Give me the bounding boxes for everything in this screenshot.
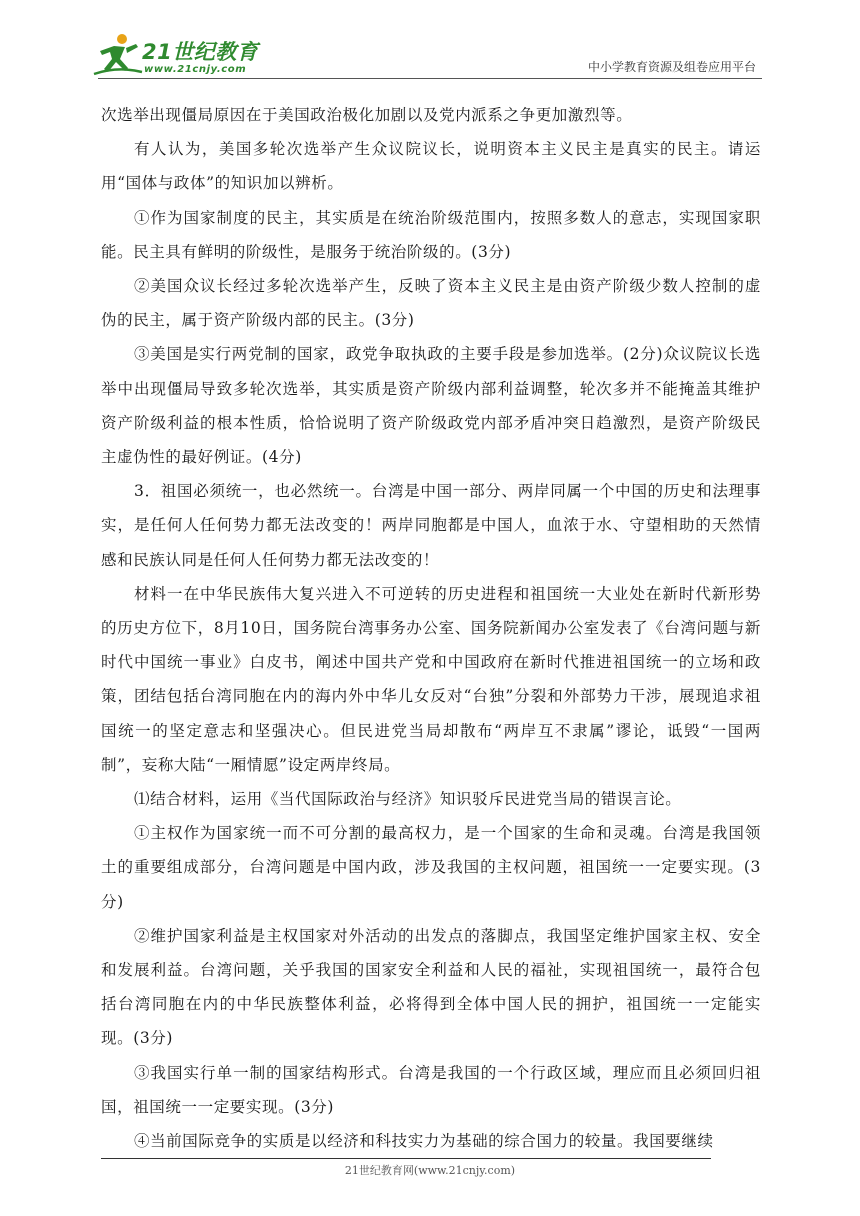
answer-point: ①作为国家制度的民主，其实质是在统治阶级范围内，按照多数人的意志，实现国家职能。民主具有鲜明的阶级性，是服务于统治阶级的。(3分): [101, 208, 761, 261]
answer-point: ③我国实行单一制的国家结构形式。台湾是我国的一个行政区域，理应而且必须回归祖国，祖国统一一定要实现。(3分): [101, 1063, 761, 1116]
logo-text: 21世纪教育: [142, 40, 259, 64]
page-header: [0, 0, 860, 82]
site-logo[interactable]: [92, 32, 262, 78]
sub-question-1: ⑴结合材料，运用《当代国际政治与经济》知识驳斥民进党当局的错误言论。: [134, 790, 682, 809]
platform-name: 中小学教育资源及组卷应用平台: [587, 60, 756, 74]
answer-point: ①主权作为国家统一而不可分割的最高权力，是一个国家的生命和灵魂。台湾是我国领土的重要组成部分，台湾问题是中国内政，涉及我国的主权问题，祖国统一一定要实现。(3分): [101, 824, 761, 911]
question-prompt: 有人认为，美国多轮次选举产生众议院议长，说明资本主义民主是真实的民主。请运用“国体与政体”的知识加以辨析。: [101, 140, 761, 193]
answer-point: ④当前国际竞争的实质是以经济和科技实力为基础的综合国力的较量。我国要继续: [134, 1132, 714, 1151]
document-body: [101, 98, 761, 1158]
material-one: 材料一在中华民族伟大复兴进入不可逆转的历史进程和祖国统一大业处在新时代新形势的历史方位下，8月10日，国务院台湾事务办公室、国务院新闻办公室发表了《台湾问题与新时代中国统一事业》白皮书，阐述中国共产党和中国政府在新时代推进祖国统一的立场和政策，团结包括台湾同胞在内的海内外中华儿女反对“台独”分裂和外部势力干涉，展现追求祖国统一的坚定意志和坚强决心。但民进党当局却散布“两岸互不隶属”谬论，诋毁“一国两制”，妄称大陆“一厢情愿”设定两岸终局。: [101, 584, 761, 774]
header-divider: [98, 78, 762, 79]
footer-divider: [101, 1158, 711, 1159]
page-footer[interactable]: 21世纪教育网(www.21cnjy.com): [344, 1164, 516, 1177]
runner-icon: [92, 32, 144, 78]
question-3-intro: 3．祖国必须统一，也必然统一。台湾是中国一部分、两岸同属一个中国的历史和法理事实，是任何人任何势力都无法改变的！两岸同胞都是中国人，血浓于水、守望相助的天然情感和民族认同是任何人任何势力都无法改变的！: [101, 482, 761, 569]
paragraph-continuation: 次选举出现僵局原因在于美国政治极化加剧以及党内派系之争更加激烈等。: [101, 106, 633, 124]
answer-point: ②维护国家利益是主权国家对外活动的出发点的落脚点，我国坚定维护国家主权、安全和发展利益。台湾问题，关乎我国的国家安全利益和人民的福祉，实现祖国统一，最符合包括台湾同胞在内的中华民族整体利益，必将得到全体中国人民的拥护，祖国统一一定能实现。(3分): [101, 926, 761, 1048]
answer-point: ②美国众议长经过多轮次选举产生，反映了资本主义民主是由资产阶级少数人控制的虚伪的民主，属于资产阶级内部的民主。(3分): [101, 277, 761, 330]
answer-point: ③美国是实行两党制的国家，政党争取执政的主要手段是参加选举。(2分)众议院议长选举中出现僵局导致多轮次选举，其实质是资产阶级内部利益调整，轮次多并不能掩盖其维护资产阶级利益的根本性质，恰恰说明了资产阶级政党内部矛盾冲突日趋激烈，是资产阶级民主虚伪性的最好例证。(4分): [101, 345, 761, 467]
logo-url: www.21cnjy.com: [144, 64, 247, 75]
